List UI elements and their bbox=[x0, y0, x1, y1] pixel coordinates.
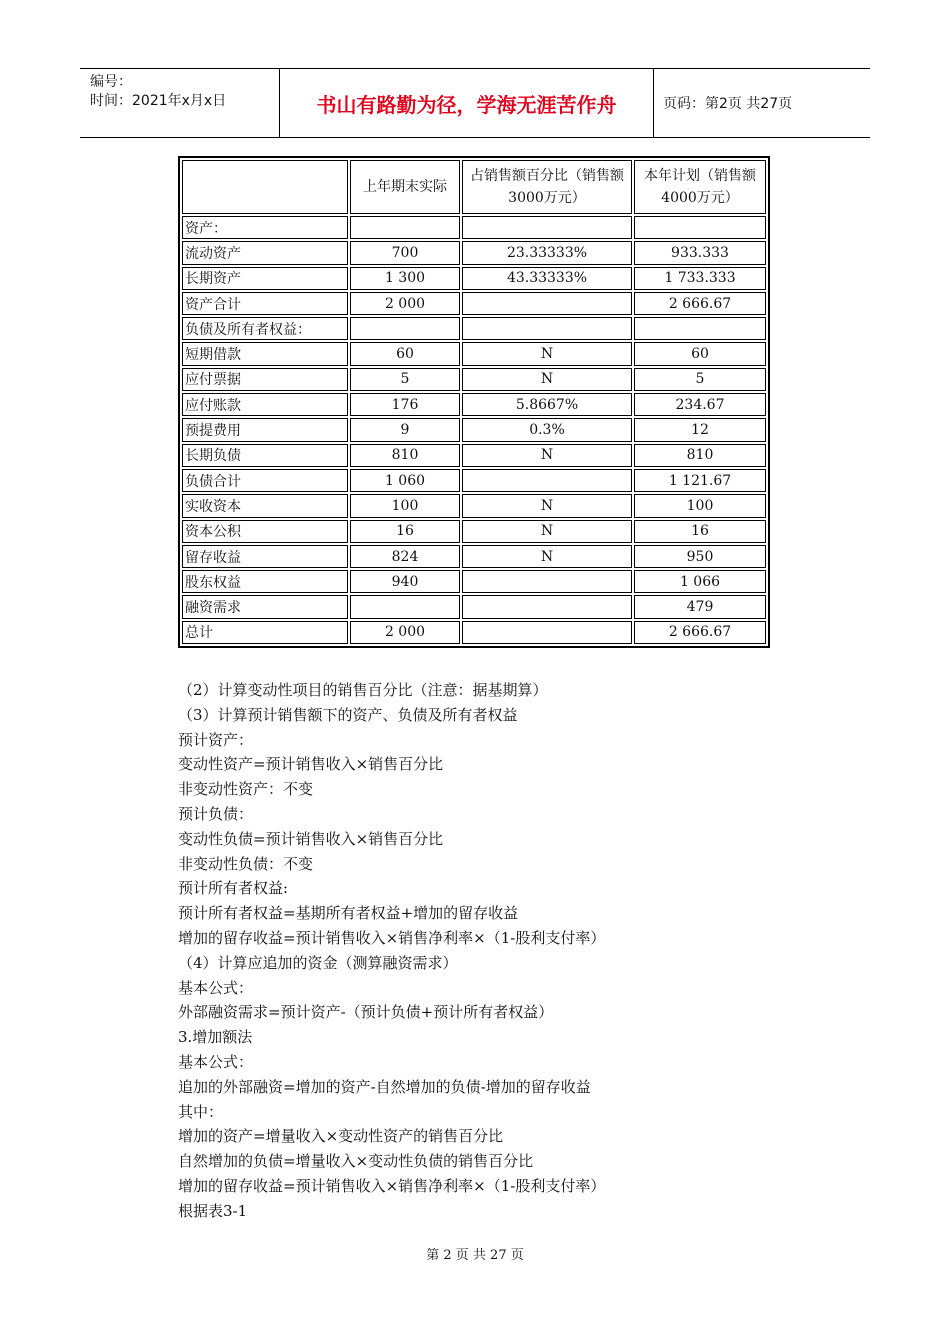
text-line: 增加的留存收益=预计销售收入×销售净利率×（1-股利支付率） bbox=[178, 1176, 606, 1195]
header-motto: 书山有路勤为径，学海无涯苦作舟 bbox=[280, 69, 654, 137]
table-cell: 100 bbox=[350, 494, 460, 517]
table-cell: 700 bbox=[350, 241, 460, 264]
table-cell: N bbox=[462, 494, 632, 517]
table-row bbox=[182, 368, 766, 391]
table-cell: 总计 bbox=[182, 621, 348, 644]
text-line: 追加的外部融资=增加的资产-自然增加的负债-增加的留存收益 bbox=[178, 1077, 591, 1096]
table-row bbox=[182, 317, 766, 340]
table-cell: 短期借款 bbox=[182, 342, 348, 365]
text-line: 外部融资需求=预计资产-（预计负债+预计所有者权益） bbox=[178, 1003, 554, 1022]
text-line: 其中： bbox=[178, 1102, 224, 1121]
table-cell bbox=[350, 317, 460, 340]
table-cell: N bbox=[462, 520, 632, 543]
table-cell: N bbox=[462, 342, 632, 365]
table-cell: 100 bbox=[634, 494, 766, 517]
table-row bbox=[182, 494, 766, 517]
balance-sheet-table bbox=[178, 156, 770, 648]
table-header-cell: 上年期末实际 bbox=[350, 160, 460, 214]
text-line: 3.增加额法 bbox=[178, 1028, 253, 1047]
text-line: 预计所有者权益=基期所有者权益+增加的留存收益 bbox=[178, 904, 519, 923]
table-cell: 60 bbox=[350, 342, 460, 365]
table-cell: 5 bbox=[634, 368, 766, 391]
header-page-label: 页码：第2页 共27页 bbox=[663, 96, 793, 112]
table-cell: 资本公积 bbox=[182, 520, 348, 543]
table-row bbox=[182, 469, 766, 492]
body-text bbox=[178, 678, 605, 1224]
table-cell: 股东权益 bbox=[182, 570, 348, 593]
table-cell: 23.33333% bbox=[462, 241, 632, 264]
table-row bbox=[182, 393, 766, 416]
table-cell: 资产合计 bbox=[182, 292, 348, 315]
text-line: （4）计算应追加的资金（测算融资需求） bbox=[178, 953, 458, 972]
table-header-cell: 占销售额百分比（销售额3000万元） bbox=[462, 160, 632, 214]
table-row bbox=[182, 595, 766, 618]
table-cell: 应付账款 bbox=[182, 393, 348, 416]
table-cell: 5 bbox=[350, 368, 460, 391]
page-header bbox=[80, 68, 870, 138]
table-cell: 12 bbox=[634, 418, 766, 441]
header-meta bbox=[80, 69, 280, 137]
table-cell: 长期资产 bbox=[182, 267, 348, 290]
table-cell: 流动资产 bbox=[182, 241, 348, 264]
table-cell bbox=[462, 216, 632, 239]
table-cell: 1 121.67 bbox=[634, 469, 766, 492]
text-line: 基本公式： bbox=[178, 978, 254, 997]
text-line: 变动性负债=预计销售收入×销售百分比 bbox=[178, 829, 444, 848]
text-line: 增加的留存收益=预计销售收入×销售净利率×（1-股利支付率） bbox=[178, 928, 606, 947]
text-line: 根据表3-1 bbox=[178, 1201, 248, 1220]
table-cell: 预提费用 bbox=[182, 418, 348, 441]
table-cell: 资产： bbox=[182, 216, 348, 239]
table-header-row bbox=[182, 160, 766, 214]
table-cell: 0.3% bbox=[462, 418, 632, 441]
table-cell: 留存收益 bbox=[182, 545, 348, 568]
table-cell bbox=[462, 570, 632, 593]
table-row bbox=[182, 241, 766, 264]
table-cell: 933.333 bbox=[634, 241, 766, 264]
table-cell: 1 733.333 bbox=[634, 267, 766, 290]
text-line: 预计所有者权益: bbox=[178, 879, 289, 898]
table-cell: 融资需求 bbox=[182, 595, 348, 618]
table-cell bbox=[634, 317, 766, 340]
table-cell: 负债及所有者权益： bbox=[182, 317, 348, 340]
table-cell: 60 bbox=[634, 342, 766, 365]
table-row bbox=[182, 444, 766, 467]
table-header-cell: 本年计划（销售额4000万元） bbox=[634, 160, 766, 214]
table-cell bbox=[350, 216, 460, 239]
text-line: 预计资产： bbox=[178, 730, 254, 749]
table-cell: 负债合计 bbox=[182, 469, 348, 492]
table-cell: 9 bbox=[350, 418, 460, 441]
table-row bbox=[182, 520, 766, 543]
table-cell bbox=[350, 595, 460, 618]
table-row bbox=[182, 418, 766, 441]
table-cell: 2 666.67 bbox=[634, 292, 766, 315]
table-row bbox=[182, 342, 766, 365]
table-cell bbox=[462, 595, 632, 618]
table-cell: 479 bbox=[634, 595, 766, 618]
text-line: 非变动性负债：不变 bbox=[178, 854, 314, 873]
text-line: 非变动性资产：不变 bbox=[178, 780, 314, 799]
table-cell: N bbox=[462, 368, 632, 391]
table-cell: 176 bbox=[350, 393, 460, 416]
table-row bbox=[182, 621, 766, 644]
table-cell: 应付票据 bbox=[182, 368, 348, 391]
table-cell: 234.67 bbox=[634, 393, 766, 416]
table-cell bbox=[462, 469, 632, 492]
table-cell: 2 000 bbox=[350, 292, 460, 315]
table-cell: 1 300 bbox=[350, 267, 460, 290]
table-cell: 实收资本 bbox=[182, 494, 348, 517]
table-cell: 824 bbox=[350, 545, 460, 568]
table-cell: 810 bbox=[350, 444, 460, 467]
table-cell: 810 bbox=[634, 444, 766, 467]
table-row bbox=[182, 216, 766, 239]
text-line: 增加的资产=增量收入×变动性资产的销售百分比 bbox=[178, 1127, 504, 1146]
table-cell: 43.33333% bbox=[462, 267, 632, 290]
text-line: （2）计算变动性项目的销售百分比（注意：据基期算） bbox=[178, 681, 548, 699]
table-cell bbox=[462, 317, 632, 340]
table-row bbox=[182, 545, 766, 568]
table-cell: 940 bbox=[350, 570, 460, 593]
table-cell: 5.8667% bbox=[462, 393, 632, 416]
table-cell bbox=[634, 216, 766, 239]
text-line: 基本公式： bbox=[178, 1052, 254, 1071]
table-cell: 1 066 bbox=[634, 570, 766, 593]
time-label: 时间：2021年x月x日 bbox=[90, 93, 227, 109]
table-cell: 16 bbox=[350, 520, 460, 543]
text-line: 自然增加的负债=增量收入×变动性负债的销售百分比 bbox=[178, 1152, 534, 1171]
table-row bbox=[182, 267, 766, 290]
text-line: 变动性资产=预计销售收入×销售百分比 bbox=[178, 755, 444, 774]
table-cell: 950 bbox=[634, 545, 766, 568]
table-cell: 1 060 bbox=[350, 469, 460, 492]
text-line: （3）计算预计销售额下的资产、负债及所有者权益 bbox=[178, 705, 518, 724]
table-cell: N bbox=[462, 444, 632, 467]
text-line: 预计负债： bbox=[178, 804, 254, 823]
table-cell: 2 666.67 bbox=[634, 621, 766, 644]
table-cell bbox=[462, 621, 632, 644]
table-cell: N bbox=[462, 545, 632, 568]
code-label: 编号： bbox=[90, 74, 132, 90]
table-row bbox=[182, 570, 766, 593]
table-cell: 2 000 bbox=[350, 621, 460, 644]
table-cell bbox=[462, 292, 632, 315]
table-header-cell bbox=[182, 160, 348, 214]
table-cell: 长期负债 bbox=[182, 444, 348, 467]
table-cell: 16 bbox=[634, 520, 766, 543]
table-row bbox=[182, 292, 766, 315]
page-footer: 第 2 页 共 27 页 bbox=[426, 1248, 524, 1263]
